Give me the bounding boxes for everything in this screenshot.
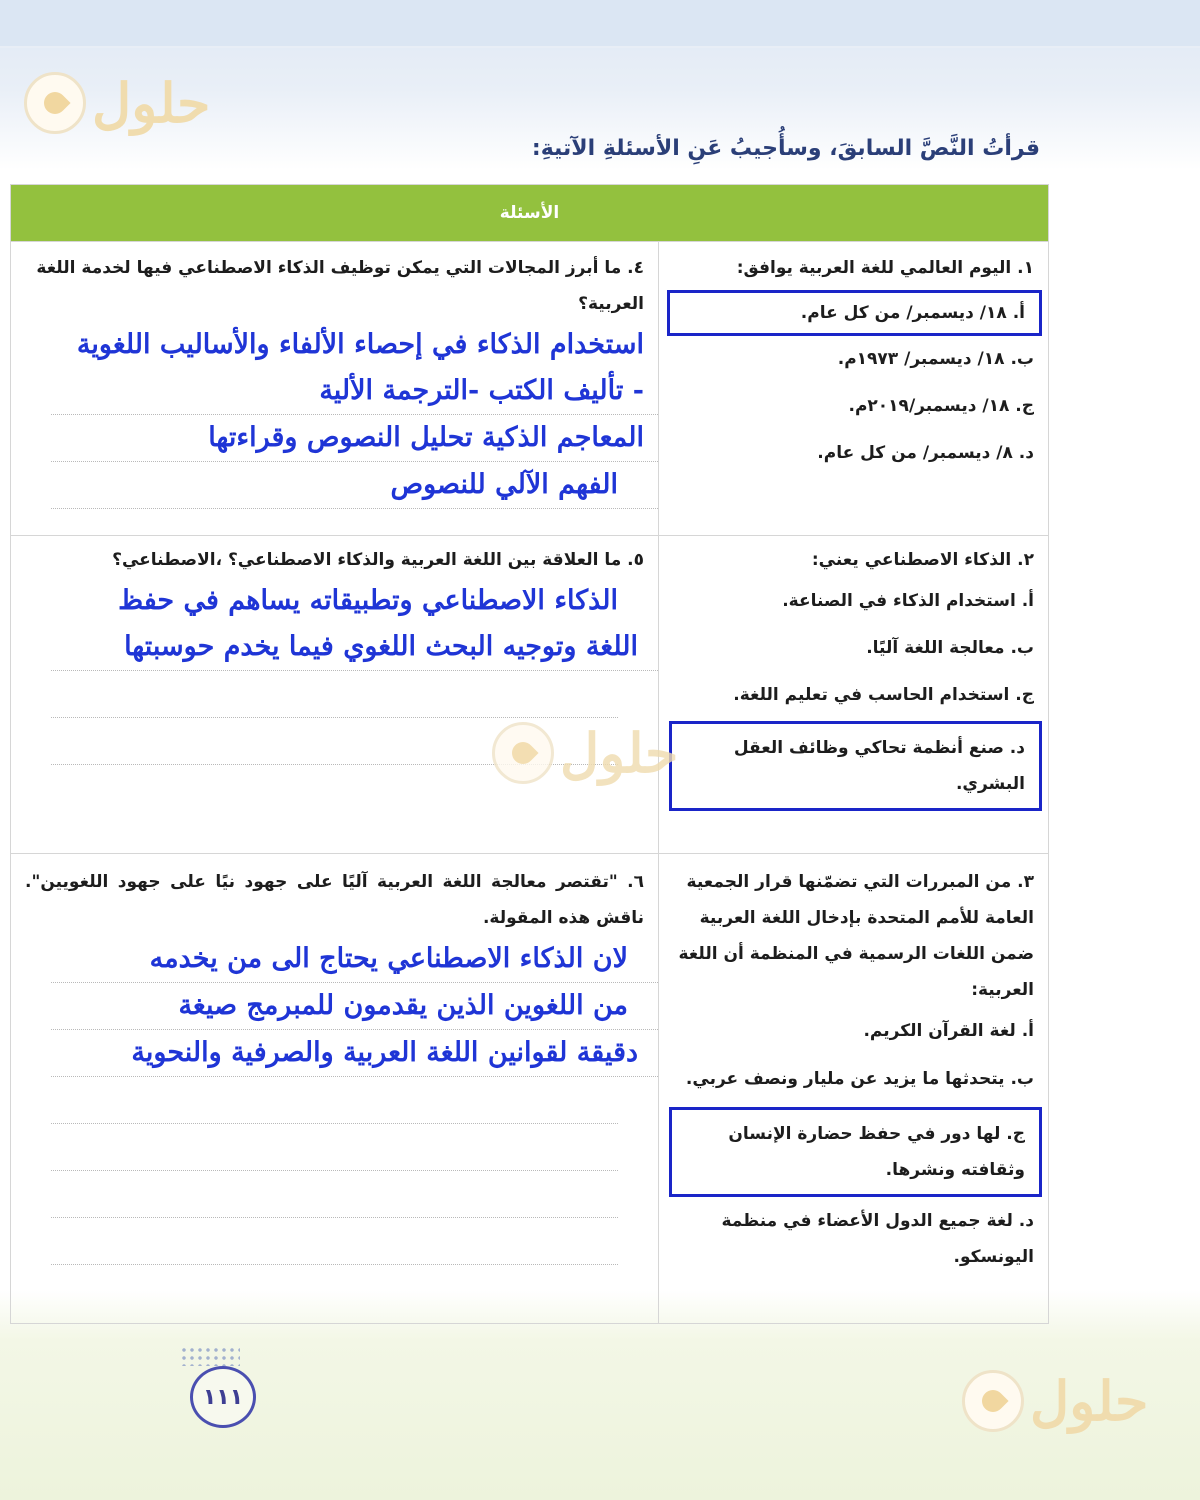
watermark-emblem-icon: [492, 722, 554, 784]
q1-option-c[interactable]: ج. ١٨/ ديسمبر/٢٠١٩م.: [848, 396, 1034, 416]
question-6-cell: [11, 854, 659, 1324]
q3-option-a[interactable]: أ. لغة القرآن الكريم.: [863, 1021, 1034, 1041]
q1-option-d[interactable]: د. ٨/ ديسمبر/ من كل عام.: [817, 443, 1034, 463]
question-3-cell: [659, 854, 1049, 1324]
question-2-text: ٢. الذكاء الاصطناعي يعني:: [811, 550, 1034, 570]
question-1-cell: [659, 242, 1049, 536]
q6-answer-line-1: لان الذكاء الاصطناعي يحتاج الى من يخدمه: [51, 936, 658, 983]
question-5-cell: [11, 536, 659, 854]
q4-answer-line-1: استخدام الذكاء في إحصاء الألفاء والأساليب اللغوية: [76, 329, 644, 360]
logo-emblem-icon: [24, 72, 86, 134]
page-number-decoration: [180, 1346, 240, 1366]
q6-blank-line: [51, 1124, 618, 1171]
page-number: ١١١: [190, 1366, 256, 1428]
q4-answer-line-3: المعاجم الذكية تحليل النصوص وقراءتها: [51, 415, 658, 462]
question-2-cell: [659, 536, 1049, 854]
q6-blank-line: [51, 1077, 618, 1124]
q1-option-b[interactable]: ب. ١٨/ ديسمبر/ ١٩٧٣م.: [837, 349, 1034, 369]
q1-option-a[interactable]: أ. ١٨/ ديسمبر/ من كل عام.: [667, 290, 1042, 336]
footer-logo: [962, 1370, 1148, 1432]
watermark-logo: [492, 722, 678, 784]
q2-option-a[interactable]: أ. استخدام الذكاء في الصناعة.: [782, 591, 1034, 611]
brand-logo: [24, 72, 210, 134]
question-6-text: ٦. "تقتصر معالجة اللغة العربية آليًا على جهود نيًا على جهود اللغويين". ناقش هذه المقولة.: [25, 872, 644, 928]
q2-option-d[interactable]: د. صنع أنظمة تحاكي وظائف العقل البشري.: [669, 721, 1042, 811]
footer-logo-text: حلول: [1030, 1369, 1149, 1433]
q3-option-d[interactable]: د. لغة جميع الدول الأعضاء في منظمة اليونسكو.: [721, 1211, 1034, 1267]
q6-blank-line: [51, 1171, 618, 1218]
q4-answer-line-2: - تأليف الكتب -الترجمة الألية: [51, 368, 658, 415]
question-4-text: ٤. ما أبرز المجالات التي يمكن توظيف الذكاء الاصطناعي فيها لخدمة اللغة العربية؟: [36, 258, 644, 314]
question-4-cell: [11, 242, 659, 536]
watermark-text: حلول: [560, 721, 679, 785]
q3-option-c[interactable]: ج. لها دور في حفظ حضارة الإنسان وثقافته ونشرها.: [669, 1107, 1042, 1197]
question-5-text: ٥. ما العلاقة بين اللغة العربية والذكاء الاصطناعي؟ ،الاصطناعي؟: [112, 550, 644, 570]
q4-answer-line-4: الفهم الآلي للنصوص: [51, 462, 658, 509]
top-divider: [0, 46, 1200, 48]
question-1-text: ١. اليوم العالمي للغة العربية يوافق:: [736, 258, 1034, 278]
q6-answer-line-2: من اللغوين الذين يقدمون للمبرمج صيغة: [51, 983, 658, 1030]
table-header: الأسئلة: [11, 185, 1049, 242]
q2-option-b[interactable]: ب. معالجة اللغة آليًا.: [866, 638, 1034, 658]
top-band: [0, 0, 1200, 48]
q5-blank-line: [51, 671, 618, 718]
q5-answer-line-2: اللغة وتوجيه البحث اللغوي فيما يخدم حوسبتها: [51, 624, 658, 671]
question-3-text: ٣. من المبررات التي تضمّنها قرار الجمعية العامة للأمم المتحدة بإدخال اللغة العربية ضمن اللغات الرسمية في المنظمة أن اللغة العربية:: [678, 872, 1034, 1000]
q6-answer-line-3: دقيقة لقوانين اللغة العربية والصرفية والنحوية: [51, 1030, 658, 1077]
q5-answer-line-1: الذكاء الاصطناعي وتطبيقاته يساهم في حفظ: [118, 585, 618, 616]
q3-option-b[interactable]: ب. يتحدثها ما يزيد عن مليار ونصف عربي.: [685, 1069, 1034, 1089]
page-title: قرأتُ النَّصَّ السابقَ، وسأُجيبُ عَنِ الأسئلةِ الآتيةِ:: [531, 136, 1040, 161]
logo-text: حلول: [92, 71, 211, 135]
footer-emblem-icon: [962, 1370, 1024, 1432]
q6-blank-line: [51, 1218, 618, 1265]
q2-option-c[interactable]: ج. استخدام الحاسب في تعليم اللغة.: [733, 685, 1034, 705]
